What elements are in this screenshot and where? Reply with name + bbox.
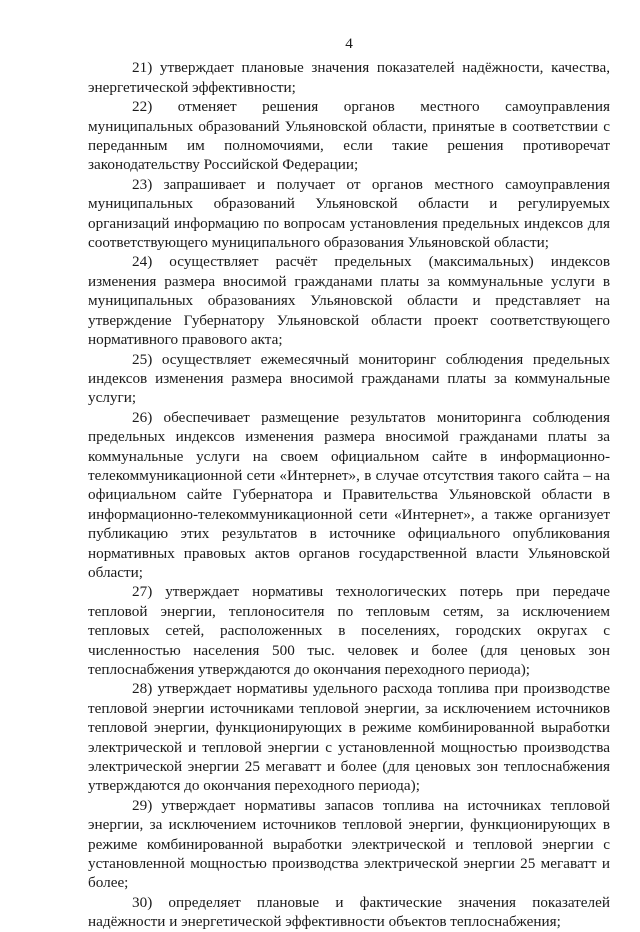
- paragraph-24: 24) осуществляет расчёт предельных (максимальных) индексов изменения размера вносимой гражданами платы за коммунальные услуги в муниципальных образованиях Ульяновской области и представляет на утверждение Губернатору Ульяновской области проект соответствующего нормативного правового акта;: [88, 253, 610, 349]
- paragraph-21: 21) утверждает плановые значения показателей надёжности, качества, энергетической эффективности;: [88, 59, 610, 96]
- paragraph-27: 27) утверждает нормативы технологических потерь при передаче тепловой энергии, теплоносителя по тепловым сетям, за исключением тепловых сетей, расположенных в поселениях, городских округах с численностью населения 500 тыс. человек и более (для ценовых зон теплоснабжения утверждаются до окончания переходного периода);: [88, 583, 610, 678]
- paragraph-22: 22) отменяет решения органов местного самоуправления муниципальных образований Ульяновской области, принятые в соответствии с переданным им полномочиями, если такие решения противоречат законодательству Российской Федерации;: [88, 98, 610, 174]
- document-page: [88, 34, 610, 932]
- paragraph-28: 28) утверждает нормативы удельного расхода топлива при производстве тепловой энергии источниками тепловой энергии, за исключением источников тепловой энергии, функционирующих в режиме комбинированной выработки электрической и тепловой энергии с установленной мощностью производства электрической энергии 25 мегаватт и более (для ценовых зон теплоснабжения утверждаются до окончания переходного периода);: [88, 680, 610, 795]
- paragraph-26: 26) обеспечивает размещение результатов мониторинга соблюдения предельных индексов изменения размера вносимой гражданами платы за коммунальные услуги на своем официальном сайте в информационно-телекоммуникационной сети «Интернет», в случае отсутствия такого сайта – на официальном сайте Губернатора и Правительства Ульяновской области в информационно-телекоммуникационной сети «Интернет», а также организует публикацию этих результатов в источнике официального опубликования нормативных правовых актов органов государственной власти Ульяновской области;: [88, 408, 610, 581]
- paragraph-23: 23) запрашивает и получает от органов местного самоуправления муниципальных образований Ульяновской области и регулируемых организаций информацию по вопросам установления предельных индексов для соответствующего муниципального образования Ульяновской области;: [88, 175, 610, 252]
- paragraph-30: 30) определяет плановые и фактические значения показателей надёжности и энергетической эффективности объектов теплоснабжения;: [88, 893, 610, 931]
- paragraph-25: 25) осуществляет ежемесячный мониторинг соблюдения предельных индексов изменения размера вносимой гражданами платы за коммунальные услуги;: [88, 350, 610, 407]
- page-number: 4: [345, 35, 353, 52]
- paragraph-29: 29) утверждает нормативы запасов топлива на источниках тепловой энергии, за исключением источников тепловой энергии, функционирующих в режиме комбинированной выработки электрической и тепловой энергии с установленной мощностью производства электрической энергии 25 мегаватт и более;: [88, 796, 610, 892]
